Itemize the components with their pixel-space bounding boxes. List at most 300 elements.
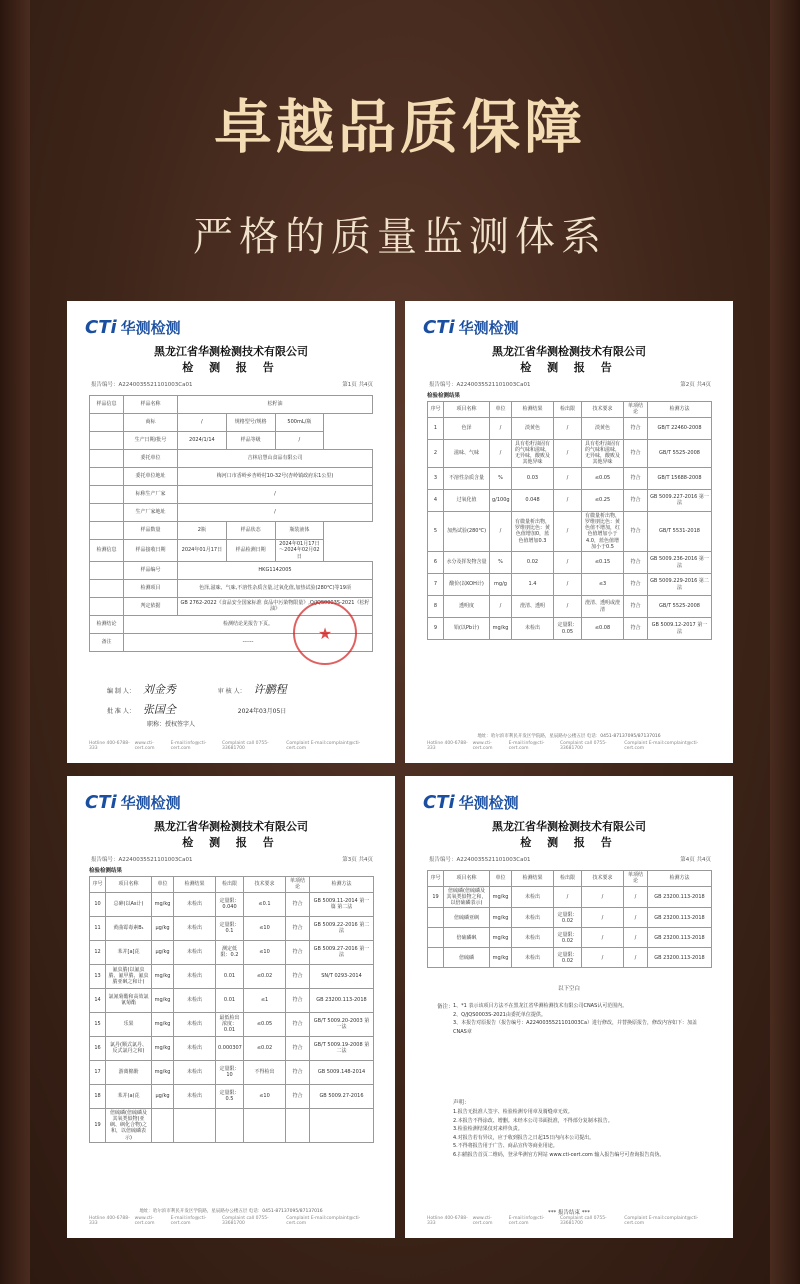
- table-cell: 具有松籽油固有的气味和滋味，无异味，酸败及其他异味: [512, 439, 554, 467]
- right-border-decoration: [770, 0, 800, 1284]
- table-cell: 倍硫磷亚砜: [444, 908, 490, 928]
- table-cell: 1.4: [512, 574, 554, 596]
- remarks-list: [453, 1002, 709, 1036]
- table-cell: /: [490, 417, 512, 439]
- table-row: [90, 540, 373, 562]
- column-header: 检出限: [216, 877, 244, 893]
- table-cell: 符合: [286, 940, 310, 964]
- table-cell: ≤0.02: [244, 964, 286, 988]
- column-header: 单位: [152, 877, 174, 893]
- table-cell: [428, 948, 444, 968]
- table-cell: /: [554, 574, 582, 596]
- table-row: [90, 916, 374, 940]
- table-row: [428, 511, 712, 552]
- table-cell: /: [624, 886, 648, 908]
- table-cell: ≤0.25: [582, 489, 624, 511]
- table-cell: 定量限：0.040: [216, 892, 244, 916]
- row-label: 标称生产厂家: [124, 486, 178, 504]
- table-cell: ≤3: [582, 574, 624, 596]
- cti-logo: CTi 华测检测: [85, 792, 181, 813]
- table-cell: 水分及挥发物含量: [444, 552, 490, 574]
- table-cell: 未检出: [174, 964, 216, 988]
- table-cell: μg/kg: [152, 1084, 174, 1108]
- row-value: 2024年01月17日: [178, 540, 227, 562]
- remark-label: 备注：: [437, 1004, 454, 1010]
- table-cell: 倍硫磷砜: [444, 928, 490, 948]
- table-row: [428, 596, 712, 618]
- report-title: 检 测 报 告: [182, 361, 280, 374]
- table-cell: 符合: [624, 489, 648, 511]
- table-row: [428, 552, 712, 574]
- table-row: [90, 1036, 374, 1060]
- row-group: [90, 504, 124, 522]
- table-cell: GB/T 5525-2008: [648, 596, 712, 618]
- row-value: 2瓶: [178, 522, 227, 540]
- table-cell: 定量限：0.02: [554, 908, 582, 928]
- compiler-row: 编 制 人： 刘金秀 审 核 人： 许鹏程: [107, 683, 287, 696]
- table-cell: 未检出: [174, 916, 216, 940]
- row-value: /: [275, 432, 324, 450]
- table-cell: mg/kg: [152, 964, 174, 988]
- table-row: [90, 1084, 374, 1108]
- table-cell: [428, 908, 444, 928]
- table-cell: 6: [428, 552, 444, 574]
- table-row: [90, 988, 374, 1012]
- list-item: 2、Q/JQS0003S-2021由委托单位提供。: [453, 1011, 546, 1018]
- row-label: 委托单位地址: [124, 468, 178, 486]
- row-label: 样品接收日期: [124, 540, 178, 562]
- section-title: 检验检测结果: [89, 868, 123, 874]
- report-page-2: [405, 301, 733, 763]
- table-row: [428, 574, 712, 596]
- table-row: [428, 948, 712, 968]
- table-cell: 不溶性杂质含量: [444, 467, 490, 489]
- table-cell: 未检出: [174, 988, 216, 1012]
- table-cell: /: [624, 928, 648, 948]
- report-number: 报告编号：A2240035521101003Ca01: [91, 382, 193, 388]
- table-row: [90, 396, 373, 414]
- table-row: [428, 417, 712, 439]
- table-cell: GB 5009.12-2017 第一法: [648, 618, 712, 640]
- table-cell: 酸价(以KOH计): [444, 574, 490, 596]
- table-row: [90, 432, 373, 450]
- table-cell: 8: [428, 596, 444, 618]
- table-cell: 测定低限：0.2: [216, 940, 244, 964]
- table-cell: 0.000307: [216, 1036, 244, 1060]
- table-cell: 未检出: [174, 1060, 216, 1084]
- table-cell: ≤1: [244, 988, 286, 1012]
- compiler-signature: 刘金秀: [142, 683, 176, 696]
- row-label: 样品状态: [226, 522, 275, 540]
- row-label: 委托单位: [124, 450, 178, 468]
- table-cell: 未检出: [174, 940, 216, 964]
- table-cell: 1: [428, 417, 444, 439]
- statement-label: 声明：: [453, 1100, 470, 1106]
- report-page-1: [67, 301, 395, 763]
- column-header: 序号: [428, 871, 444, 887]
- signer-position: 职称：授权签字人: [147, 721, 196, 728]
- table-cell: %: [490, 467, 512, 489]
- column-header: 单位: [490, 871, 512, 887]
- table-cell: [428, 928, 444, 948]
- table-cell: /: [554, 417, 582, 439]
- list-item: 3、本报告对原报告（报告编号：A2240035521101003Ca）进行修改，并替换原报告，修改内容如下：加盖CNAS章: [453, 1020, 698, 1035]
- table-cell: 12: [90, 940, 106, 964]
- headline: 卓越品质保障: [213, 93, 586, 161]
- table-row: [90, 468, 373, 486]
- table-cell: 未检出: [174, 1036, 216, 1060]
- table-cell: 定量限：0.05: [554, 618, 582, 640]
- table-cell: 符合: [624, 618, 648, 640]
- table-cell: ≤0.1: [244, 892, 286, 916]
- table-cell: 倍硫磷: [444, 948, 490, 968]
- table-cell: 符合: [286, 988, 310, 1012]
- table-cell: mg/kg: [152, 1060, 174, 1084]
- table-cell: 17: [90, 1060, 106, 1084]
- column-header: 单项结论: [624, 402, 648, 418]
- table-cell: 11: [90, 916, 106, 940]
- table-cell: 乐果: [106, 1012, 152, 1036]
- table-cell: 19: [428, 886, 444, 908]
- table-cell: /: [582, 948, 624, 968]
- report-page-3: [67, 776, 395, 1238]
- table-cell: 16: [90, 1036, 106, 1060]
- table-cell: μg/kg: [152, 916, 174, 940]
- column-header: 序号: [428, 402, 444, 418]
- subheadline: 严格的质量监测体系: [193, 214, 607, 260]
- column-header: 检测方法: [310, 877, 374, 893]
- row-label: 样品检测日期: [226, 540, 275, 562]
- row-label: 检测项目: [124, 579, 178, 597]
- section-title: 检验检测结果: [427, 393, 461, 399]
- cti-logo: CTi 华测检测: [423, 317, 519, 338]
- row-group: [90, 486, 124, 504]
- row-group: [90, 522, 124, 540]
- column-header: 单项结论: [624, 871, 648, 887]
- table-cell: GB/T 5009.20-2003 第一法: [310, 1012, 374, 1036]
- table-header-row: [428, 402, 712, 418]
- list-item: 1.报告无批准人签字、检验检测专用章及骑缝章无效。: [453, 1109, 573, 1115]
- cti-logo: CTi 华测检测: [423, 792, 519, 813]
- table-cell: 最低检出浓度：0.01: [216, 1012, 244, 1036]
- table-cell: 14: [90, 988, 106, 1012]
- column-header: 检测方法: [648, 402, 712, 418]
- page-footer: Hotline 400-6788-333 www.cti-cert.com E-mail:info@cti-cert.com Complaint call 0755-33681700 Complaint E-mail:complaint@cti-cert.com: [427, 1216, 699, 1226]
- report-meta: 报告编号：A2240035521101003Ca01 第2页 共4页: [429, 382, 711, 388]
- table-cell: 0.02: [512, 552, 554, 574]
- row-group: [90, 432, 124, 450]
- column-header: 单项结论: [286, 877, 310, 893]
- reviewer-signature: 许鹏程: [253, 683, 287, 696]
- table-cell: mg/g: [490, 574, 512, 596]
- row-group: [90, 450, 124, 468]
- table-header-row: [90, 877, 374, 893]
- table-cell: μg/kg: [152, 940, 174, 964]
- table-cell: %: [490, 552, 512, 574]
- column-header: 技术要求: [582, 871, 624, 887]
- table-cell: 10: [90, 892, 106, 916]
- table-cell: /: [554, 511, 582, 552]
- report-meta: [91, 380, 373, 388]
- table-cell: 未检出: [512, 948, 554, 968]
- table-cell: /: [554, 439, 582, 467]
- column-header: 检出限: [554, 402, 582, 418]
- table-cell: [152, 1108, 174, 1142]
- address-line: 地址：哈尔滨市利民开发区学院路，星辰路办公楼五层 电话：0451-87137095/87137016: [477, 734, 661, 739]
- table-cell: 具有松籽油固有的气味和滋味，无异味，酸败及其他异味: [582, 439, 624, 467]
- approver-signature: 张国全: [142, 703, 176, 716]
- table-cell: GB 5009.22-2016 第二法: [310, 916, 374, 940]
- table-cell: GB 5009.227-2016 第一法: [648, 489, 712, 511]
- table-cell: mg/kg: [490, 886, 512, 908]
- results-table: [427, 401, 712, 640]
- table-cell: 色泽: [444, 417, 490, 439]
- column-header: 技术要求: [244, 877, 286, 893]
- table-cell: GB 5009.27-2016: [310, 1084, 374, 1108]
- table-cell: 黄曲霉毒素B₁: [106, 916, 152, 940]
- table-cell: 定量限：0.1: [216, 916, 244, 940]
- row-value: 梅河口市香岭乡杏岭村10-32号(杏岭镇政府东1公里): [178, 468, 373, 486]
- row-value: 检测结论见报告下页。: [124, 615, 373, 633]
- left-border-decoration: [0, 0, 30, 1284]
- table-cell: 5: [428, 511, 444, 552]
- table-cell: ≤0.02: [244, 1036, 286, 1060]
- table-cell: 0.01: [216, 964, 244, 988]
- table-cell: 0.03: [512, 467, 554, 489]
- table-cell: 定量限：0.02: [554, 928, 582, 948]
- table-cell: 不得检出: [244, 1060, 286, 1084]
- table-cell: 淡黄色: [512, 417, 554, 439]
- table-cell: 有微量析出物，罗维朋比色：黄色值增加0，蓝色值增加0.3: [512, 511, 554, 552]
- company-name: 黑龙江省华测检测技术有限公司: [154, 345, 308, 358]
- table-cell: GB 23200.113-2018: [310, 988, 374, 1012]
- blank-marker: 以下空白: [557, 986, 580, 992]
- table-cell: 有微量析出物，罗维朋比色：黄色值不增加，红色值增加小于4.0，蓝色值增加小于0.5: [582, 511, 624, 552]
- column-header: 检测方法: [648, 871, 712, 887]
- table-row: [90, 964, 374, 988]
- table-cell: 未检出: [512, 908, 554, 928]
- report-meta: 报告编号：A2240035521101003Ca01 第4页 共4页: [429, 857, 711, 863]
- table-row: [428, 439, 712, 467]
- column-header: 项目名称: [444, 402, 490, 418]
- table-row: [428, 908, 712, 928]
- column-header: 项目名称: [106, 877, 152, 893]
- table-cell: 符合: [624, 417, 648, 439]
- table-cell: ≤0.05: [582, 467, 624, 489]
- table-cell: GB 23200.113-2018: [648, 928, 712, 948]
- row-group: [90, 579, 124, 597]
- company-name: 黑龙江省华测检测技术有限公司: [154, 820, 308, 833]
- table-cell: 滋味、气味: [444, 439, 490, 467]
- row-label: 判定依据: [124, 597, 178, 615]
- table-row: [90, 522, 373, 540]
- row-label: 规格型号/规格: [226, 414, 275, 432]
- table-cell: 未检出: [512, 928, 554, 948]
- table-cell: 未检出: [174, 892, 216, 916]
- row-value: /: [178, 486, 373, 504]
- report-page-4: [405, 776, 733, 1238]
- results-table: [89, 876, 374, 1143]
- table-cell: 13: [90, 964, 106, 988]
- table-cell: /: [624, 908, 648, 928]
- table-cell: /: [554, 552, 582, 574]
- page-footer: Hotline 400-6788-333 www.cti-cert.com E-mail:info@cti-cert.com Complaint call 0755-33681700 Complaint E-mail:complaint@cti-cert.com: [427, 741, 699, 751]
- table-cell: 过氧化值: [444, 489, 490, 511]
- table-cell: [286, 1108, 310, 1142]
- table-cell: /: [624, 948, 648, 968]
- table-row: [90, 940, 374, 964]
- table-cell: mg/kg: [490, 928, 512, 948]
- table-cell: 总砷(以As计): [106, 892, 152, 916]
- table-cell: /: [582, 886, 624, 908]
- column-header: 检测结果: [512, 402, 554, 418]
- table-row: [90, 579, 373, 597]
- table-cell: /: [582, 908, 624, 928]
- column-header: 序号: [90, 877, 106, 893]
- results-table: [427, 870, 712, 968]
- table-cell: 氟虫腈(以氟虫腈、氟甲腈、氟虫腈亚砜之和计): [106, 964, 152, 988]
- table-cell: mg/kg: [152, 1012, 174, 1036]
- table-cell: 澄清、透明: [512, 596, 554, 618]
- row-value: 瓶装液体: [275, 522, 324, 540]
- row-label: 生产厂家地址: [124, 504, 178, 522]
- table-cell: ≤10: [244, 916, 286, 940]
- table-cell: /: [490, 511, 512, 552]
- table-cell: GB 5009.27-2016 第一法: [310, 940, 374, 964]
- table-cell: GB/T 5525-2008: [648, 439, 712, 467]
- company-name: 黑龙江省华测检测技术有限公司: [492, 345, 646, 358]
- row-label: 样品数量: [124, 522, 178, 540]
- table-cell: /: [490, 596, 512, 618]
- table-cell: SN/T 0293-2014: [310, 964, 374, 988]
- list-item: 2.本报告不得涂改、增删。未经本公司书面批准，不得部分复制本报告。: [453, 1117, 613, 1124]
- table-cell: 符合: [286, 916, 310, 940]
- official-seal: ★: [293, 601, 357, 665]
- table-cell: [244, 1108, 286, 1142]
- table-cell: 符合: [624, 574, 648, 596]
- table-row: [428, 467, 712, 489]
- report-end: *** 报告结束 ***: [548, 1210, 590, 1216]
- table-cell: 9: [428, 618, 444, 640]
- table-cell: [216, 1108, 244, 1142]
- table-cell: 铅(以Pb计): [444, 618, 490, 640]
- table-cell: ≤0.08: [582, 618, 624, 640]
- row-group: 检测结论: [90, 615, 124, 633]
- table-cell: 19: [90, 1108, 106, 1142]
- table-cell: GB 23200.113-2018: [648, 908, 712, 928]
- table-row: [90, 892, 374, 916]
- table-cell: ≤0.15: [582, 552, 624, 574]
- table-cell: ≤0.05: [244, 1012, 286, 1036]
- row-value: 松籽油: [178, 396, 373, 414]
- cti-logo: CTi 华测检测: [85, 317, 181, 338]
- row-value: 2024年01月17日～2024年02月02日: [275, 540, 324, 562]
- row-label: 生产日期/批号: [124, 432, 178, 450]
- table-header-row: [428, 871, 712, 887]
- table-row: [90, 1108, 374, 1142]
- table-cell: 0.01: [216, 988, 244, 1012]
- table-cell: 定量限：0.02: [554, 948, 582, 968]
- row-group: [90, 561, 124, 579]
- row-group: [90, 597, 124, 615]
- table-row: [90, 414, 373, 432]
- table-cell: mg/kg: [490, 618, 512, 640]
- report-title: 检 测 报 告: [182, 836, 280, 849]
- table-row: [90, 561, 373, 579]
- table-cell: mg/kg: [152, 988, 174, 1012]
- table-cell: ≤10: [244, 1084, 286, 1108]
- report-title: 检 测 报 告: [520, 836, 618, 849]
- table-cell: g/100g: [490, 489, 512, 511]
- table-cell: GB 5009.11-2014 第一篇 第二法: [310, 892, 374, 916]
- list-item: 4.对报告若有异议，应于收到报告之日起15日内向本公司提出。: [453, 1134, 595, 1141]
- table-cell: 淡黄色: [582, 417, 624, 439]
- approver-row: 批 准 人： 张国全 2024年03月05日: [107, 703, 287, 716]
- column-header: 检测结果: [512, 871, 554, 887]
- list-item: 6.扫描报告首页二维码，登录华测官方网站 www.cti-cert.com 输入报告编号可查询报告真伪。: [453, 1151, 665, 1158]
- table-cell: mg/kg: [490, 908, 512, 928]
- table-cell: /: [490, 439, 512, 467]
- table-cell: 15: [90, 1012, 106, 1036]
- table-cell: 符合: [286, 964, 310, 988]
- row-group: [90, 468, 124, 486]
- statements-list: [453, 1108, 709, 1159]
- table-cell: 符合: [624, 511, 648, 552]
- table-row: [90, 1060, 374, 1084]
- table-cell: 加热试验(280℃): [444, 511, 490, 552]
- page-footer: Hotline 400-6788-333 www.cti-cert.com E-mail:info@cti-cert.com Complaint call 0755-33681700 Complaint E-mail:complaint@cti-cert.com: [89, 741, 361, 751]
- table-cell: 氯丹(顺式氯丹、反式氯丹之和): [106, 1036, 152, 1060]
- table-row: [90, 486, 373, 504]
- row-label: 样品名称: [124, 396, 178, 414]
- table-cell: 符合: [624, 596, 648, 618]
- table-cell: /: [582, 928, 624, 948]
- table-row: [428, 618, 712, 640]
- table-cell: 氯氰菊酯和高效氯氰菊酯: [106, 988, 152, 1012]
- column-header: 检测结果: [174, 877, 216, 893]
- table-cell: 符合: [624, 467, 648, 489]
- table-cell: mg/kg: [152, 892, 174, 916]
- table-cell: GB 5009.236-2016 第一法: [648, 552, 712, 574]
- list-item: 1、*1 表示该项目方法不在黑龙江省华测检测技术有限公司CNAS认可范围内。: [453, 1003, 628, 1009]
- table-cell: 未检出: [174, 1084, 216, 1108]
- table-row: [428, 886, 712, 908]
- table-cell: /: [554, 886, 582, 908]
- row-group: [90, 414, 124, 432]
- table-cell: /: [554, 489, 582, 511]
- table-row: [90, 504, 373, 522]
- row-label: 商标: [124, 414, 178, 432]
- table-cell: 符合: [286, 1036, 310, 1060]
- approve-date: 2024年03月05日: [237, 708, 287, 715]
- row-label: 样品编号: [124, 561, 178, 579]
- table-cell: 定量限：0.5: [216, 1084, 244, 1108]
- row-group: 备注: [90, 633, 124, 651]
- table-cell: ≤10: [244, 940, 286, 964]
- column-header: 检出限: [554, 871, 582, 887]
- page-footer: Hotline 400-6788-333 www.cti-cert.com E-mail:info@cti-cert.com Complaint call 0755-33681700 Complaint E-mail:complaint@cti-cert.com: [89, 1216, 361, 1226]
- table-cell: 18: [90, 1084, 106, 1108]
- row-value: GB 2762-2022《食品安全国家标准 食品中污染物限量》,Q/JQS0003S-2021《松籽油》: [178, 597, 373, 615]
- table-cell: /: [554, 596, 582, 618]
- table-row: [90, 450, 373, 468]
- table-cell: GB 23200.113-2018: [648, 948, 712, 968]
- row-value: 吉林启慧山食品有限公司: [178, 450, 373, 468]
- table-cell: GB/T 5009.19-2008 第二法: [310, 1036, 374, 1060]
- table-cell: 符合: [286, 1060, 310, 1084]
- table-row: [428, 928, 712, 948]
- table-cell: mg/kg: [490, 948, 512, 968]
